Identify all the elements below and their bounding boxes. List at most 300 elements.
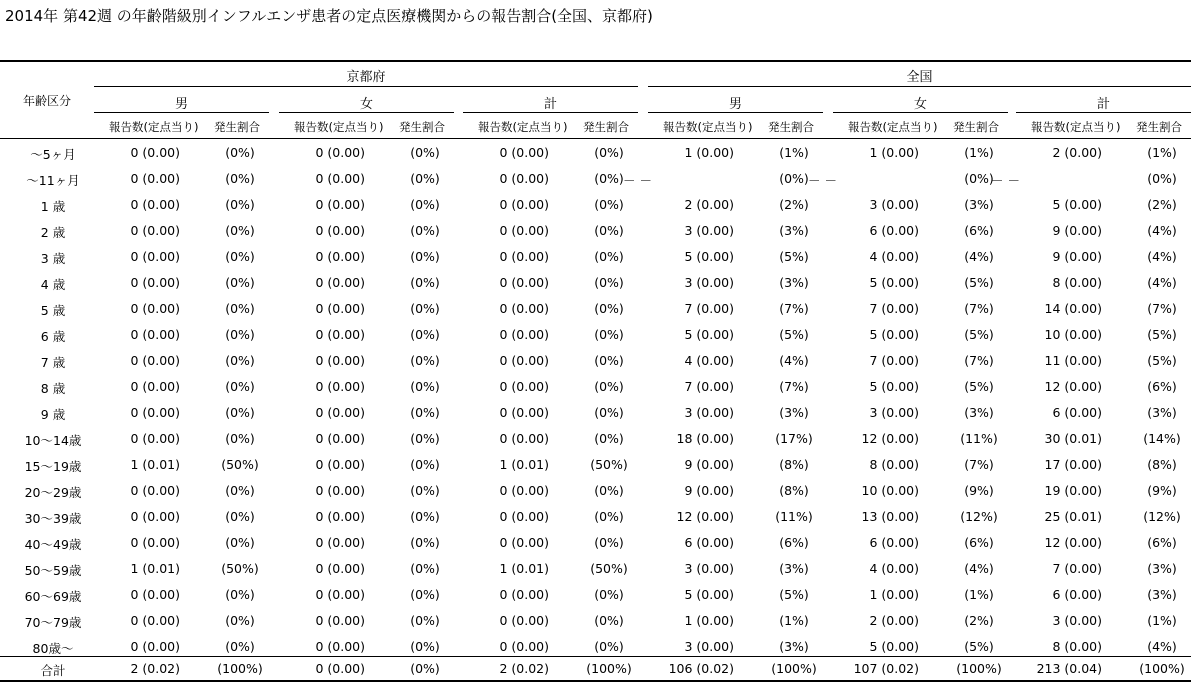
table-row-count-value: 7 (0.00): [684, 301, 734, 316]
table-row-rate-value: (0%): [225, 379, 255, 394]
table-row-rate-value: (1%): [779, 145, 809, 160]
table-row-rate-value: (8%): [779, 457, 809, 472]
table-row-rate-value: (0%): [225, 145, 255, 160]
table-row-rate-value: (0%): [225, 587, 255, 602]
table-row-count-value: 0 (0.00): [130, 301, 180, 316]
table-row-count-value: 0 (0.00): [499, 405, 549, 420]
header-bottom-rule: [0, 138, 1191, 139]
table-row-rate-value: (0%): [594, 483, 624, 498]
table-row-count-value: 0 (0.00): [315, 275, 365, 290]
table-row-count-value: 0 (0.00): [130, 223, 180, 238]
table-row-count-value: 6 (0.00): [684, 535, 734, 550]
table-row-rate-value: (0%): [225, 197, 255, 212]
table-row-rate-value: (0%): [225, 171, 255, 186]
table-row-rate-value: (1%): [1147, 145, 1177, 160]
table-row-count-value: 0 (0.00): [499, 275, 549, 290]
sex-divider-5: [1016, 112, 1191, 113]
table-row-rate-value: (0%): [594, 535, 624, 550]
sex-divider-1: [279, 112, 454, 113]
table-row-rate-value: (0%): [225, 431, 255, 446]
table-row-count-value: 3 (0.00): [684, 639, 734, 654]
table-row-count-value: 3 (0.00): [869, 405, 919, 420]
table-row-count-value: 9 (0.00): [1052, 223, 1102, 238]
table-row-rate-value: (0%): [410, 483, 440, 498]
table-row-rate-value: (0%): [410, 171, 440, 186]
table-row-age-label: 5 歳: [40, 303, 66, 318]
table-row-rate-value: (0%): [594, 197, 624, 212]
table-row-rate-value: (3%): [1147, 561, 1177, 576]
table-row-rate-value: (50%): [590, 457, 628, 472]
table-row-rate-value: (0%): [594, 405, 624, 420]
table-row-age-label: 50～59歳: [24, 563, 82, 578]
table-row-rate-value: (5%): [964, 327, 994, 342]
table-row-rate-value: (0%): [410, 249, 440, 264]
table-row-rate-value: (7%): [779, 379, 809, 394]
table-row-age-label: 40～49歳: [24, 537, 82, 552]
table-row-rate-value: (9%): [964, 483, 994, 498]
table-row-rate-value: (12%): [960, 509, 998, 524]
table-row-count-value: 7 (0.00): [869, 301, 919, 316]
table-row-count-value: 0 (0.00): [315, 197, 365, 212]
rate-column-header: 発生割合: [953, 120, 999, 134]
table-row-rate-value: (50%): [590, 561, 628, 576]
table-row-rate-value: (4%): [964, 249, 994, 264]
table-row-count-value: 5 (0.00): [869, 379, 919, 394]
table-row-rate-value: (0%): [594, 275, 624, 290]
table-row-count-value: 5 (0.00): [684, 327, 734, 342]
table-row-count-value: 0 (0.00): [130, 405, 180, 420]
table-row-rate-value: (50%): [221, 561, 259, 576]
table-row-rate-value: (0%): [594, 639, 624, 654]
table-row-age-label: 4 歳: [40, 277, 66, 292]
table-row-count-value: 0 (0.00): [315, 171, 365, 186]
table-row-count-value: 0 (0.00): [315, 587, 365, 602]
table-row-rate-value: (3%): [779, 561, 809, 576]
table-row-rate-value: (0%): [410, 613, 440, 628]
table-row-age-label: 10～14歳: [24, 433, 82, 448]
table-row-rate-value: (3%): [1147, 587, 1177, 602]
table-row-rate-value: (7%): [964, 457, 994, 472]
table-row-count-value: 9 (0.00): [1052, 249, 1102, 264]
sex-divider-4: [833, 112, 1008, 113]
table-row-rate-value: (0%): [410, 535, 440, 550]
table-row-rate-value: (0%): [410, 223, 440, 238]
table-row-rate-value: (4%): [1147, 249, 1177, 264]
table-top-rule: [0, 60, 1191, 62]
table-row-count-value: 0 (0.00): [499, 379, 549, 394]
table-row-count-value: 0 (0.00): [499, 509, 549, 524]
count-column-header: 報告数(定点当り): [478, 120, 568, 134]
table-row-rate-value: (0%): [410, 353, 440, 368]
table-row-rate-value: (0%): [594, 431, 624, 446]
table-row-rate-value: (5%): [779, 327, 809, 342]
table-row-age-label: 15～19歳: [24, 459, 82, 474]
table-row-rate-value: (3%): [1147, 405, 1177, 420]
rate-column-header: 発生割合: [214, 120, 260, 134]
table-row-count-dash: － －: [623, 173, 652, 188]
table-row-count-value: 3 (0.00): [684, 561, 734, 576]
table-row-count-value: 0 (0.00): [499, 483, 549, 498]
table-row-count-value: 6 (0.00): [1052, 587, 1102, 602]
table-row-count-value: 0 (0.00): [315, 613, 365, 628]
table-row-rate-value: (4%): [1147, 223, 1177, 238]
sex-header-4: 女: [913, 97, 927, 112]
table-row-rate-value: (3%): [779, 639, 809, 654]
table-row-count-value: 0 (0.00): [130, 535, 180, 550]
sex-divider-2: [463, 112, 638, 113]
age-group-header: 年齢区分: [22, 94, 71, 108]
table-row-rate-value: (1%): [964, 145, 994, 160]
table-row-count-value: 0 (0.00): [499, 639, 549, 654]
table-row-rate-value: (0%): [964, 171, 994, 186]
table-row-count-value: 0 (0.00): [499, 301, 549, 316]
sex-divider-3: [648, 112, 823, 113]
table-row-count-value: 1 (0.00): [684, 613, 734, 628]
table-row-count-value: 4 (0.00): [684, 353, 734, 368]
table-row-rate-value: (4%): [779, 353, 809, 368]
table-row-rate-value: (0%): [410, 587, 440, 602]
table-row-rate-value: (1%): [964, 587, 994, 602]
table-row-rate-value: (8%): [1147, 457, 1177, 472]
table-row-age-label: 6 歳: [40, 329, 66, 344]
table-row-count-value: 0 (0.00): [130, 379, 180, 394]
table-row-count-value: 3 (0.00): [684, 405, 734, 420]
table-row-rate-value: (4%): [1147, 639, 1177, 654]
table-row-count-value: 0 (0.00): [499, 145, 549, 160]
table-row-rate-value: (5%): [964, 275, 994, 290]
table-row-count-dash: － －: [991, 173, 1020, 188]
table-row-count-value: 0 (0.00): [130, 353, 180, 368]
table-row-rate-value: (6%): [964, 223, 994, 238]
table-row-count-value: 0 (0.00): [130, 145, 180, 160]
table-row-count-value: 19 (0.00): [1044, 483, 1102, 498]
table-row-count-value: 1 (0.00): [869, 587, 919, 602]
table-row-count-value: 17 (0.00): [1044, 457, 1102, 472]
table-row-count-value: 12 (0.00): [861, 431, 919, 446]
table-row-rate-value: (0%): [410, 301, 440, 316]
table-row-count-value: 11 (0.00): [1044, 353, 1102, 368]
table-row-rate-value: (0%): [225, 639, 255, 654]
table-row-count-value: 0 (0.00): [315, 301, 365, 316]
table-row-count-value: 5 (0.00): [869, 327, 919, 342]
table-row-count-value: 7 (0.00): [684, 379, 734, 394]
table-row-rate-value: (0%): [410, 145, 440, 160]
table-row-age-label: 80歳～: [32, 641, 74, 656]
table-row-count-value: 9 (0.00): [684, 457, 734, 472]
table-row-age-label: 8 歳: [40, 381, 66, 396]
table-row-rate-value: (5%): [964, 639, 994, 654]
table-row-count-value: 10 (0.00): [1044, 327, 1102, 342]
table-row-count-value: 3 (0.00): [1052, 613, 1102, 628]
table-row-age-label: 30～39歳: [24, 511, 82, 526]
table-row-rate-value: (7%): [964, 353, 994, 368]
table-row-rate-value: (9%): [1147, 483, 1177, 498]
table-row-age-label: 3 歳: [40, 251, 66, 266]
sex-header-3: 男: [728, 97, 742, 112]
table-row-count-value: 1 (0.01): [130, 457, 180, 472]
table-row-rate-value: (7%): [964, 301, 994, 316]
table-row-count-value: 3 (0.00): [684, 223, 734, 238]
table-row-rate-value: (14%): [1143, 431, 1181, 446]
total-row-count-value: 106 (0.02): [668, 661, 734, 676]
sex-divider-0: [94, 112, 269, 113]
table-row-rate-value: (0%): [225, 353, 255, 368]
table-row-rate-value: (0%): [225, 613, 255, 628]
table-row-rate-value: (0%): [594, 353, 624, 368]
rate-column-header: 発生割合: [768, 120, 814, 134]
table-row-count-value: 14 (0.00): [1044, 301, 1102, 316]
total-top-rule: [0, 656, 1191, 657]
table-row-age-label: 1 歳: [40, 199, 66, 214]
sex-header-1: 女: [359, 97, 373, 112]
table-row-rate-value: (0%): [410, 431, 440, 446]
table-row-rate-value: (0%): [594, 301, 624, 316]
table-row-count-value: 1 (0.01): [499, 561, 549, 576]
table-row-rate-value: (0%): [594, 587, 624, 602]
table-row-count-value: 0 (0.00): [499, 171, 549, 186]
table-row-rate-value: (4%): [1147, 275, 1177, 290]
table-row-rate-value: (0%): [410, 197, 440, 212]
table-row-rate-value: (8%): [779, 483, 809, 498]
table-row-count-value: 0 (0.00): [315, 145, 365, 160]
sex-header-2: 計: [543, 97, 557, 112]
table-row-rate-value: (0%): [594, 379, 624, 394]
table-row-count-value: 5 (0.00): [684, 587, 734, 602]
table-row-count-value: 0 (0.00): [315, 431, 365, 446]
rate-column-header: 発生割合: [399, 120, 445, 134]
table-row-count-value: 7 (0.00): [869, 353, 919, 368]
table-row-count-dash: － －: [808, 173, 837, 188]
table-row-age-label: 70～79歳: [24, 615, 82, 630]
total-row-count-value: 2 (0.02): [499, 661, 549, 676]
table-row-count-value: 13 (0.00): [861, 509, 919, 524]
table-row-rate-value: (0%): [410, 639, 440, 654]
table-row-rate-value: (0%): [410, 379, 440, 394]
table-row-count-value: 25 (0.01): [1044, 509, 1102, 524]
table-row-rate-value: (0%): [594, 145, 624, 160]
table-row-rate-value: (0%): [779, 171, 809, 186]
table-row-rate-value: (50%): [221, 457, 259, 472]
table-row-rate-value: (2%): [1147, 197, 1177, 212]
table-row-count-value: 0 (0.00): [130, 275, 180, 290]
table-row-rate-value: (0%): [225, 483, 255, 498]
total-row-rate-value: (100%): [1139, 661, 1185, 676]
table-row-count-value: 0 (0.00): [499, 197, 549, 212]
table-row-count-value: 0 (0.00): [130, 509, 180, 524]
table-row-count-value: 30 (0.01): [1044, 431, 1102, 446]
table-row-count-value: 0 (0.00): [315, 353, 365, 368]
table-row-rate-value: (0%): [225, 301, 255, 316]
table-row-rate-value: (12%): [1143, 509, 1181, 524]
table-row-count-value: 0 (0.00): [499, 223, 549, 238]
table-row-count-value: 6 (0.00): [869, 535, 919, 550]
table-row-count-value: 0 (0.00): [130, 249, 180, 264]
table-row-count-value: 0 (0.00): [315, 379, 365, 394]
table-row-rate-value: (3%): [779, 223, 809, 238]
table-row-count-value: 5 (0.00): [869, 275, 919, 290]
table-row-count-value: 6 (0.00): [869, 223, 919, 238]
table-row-rate-value: (5%): [779, 249, 809, 264]
total-row-rate-value: (0%): [410, 661, 440, 676]
table-row-rate-value: (0%): [594, 509, 624, 524]
table-row-count-value: 4 (0.00): [869, 249, 919, 264]
table-row-rate-value: (4%): [964, 561, 994, 576]
table-row-rate-value: (0%): [410, 561, 440, 576]
table-row-count-value: 1 (0.00): [684, 145, 734, 160]
table-row-rate-value: (0%): [410, 405, 440, 420]
table-row-count-value: 1 (0.01): [499, 457, 549, 472]
table-row-count-value: 0 (0.00): [315, 483, 365, 498]
table-row-count-value: 0 (0.00): [130, 171, 180, 186]
table-row-count-value: 3 (0.00): [684, 275, 734, 290]
table-row-rate-value: (11%): [960, 431, 998, 446]
table-row-rate-value: (3%): [779, 405, 809, 420]
table-row-rate-value: (0%): [225, 405, 255, 420]
table-row-rate-value: (6%): [1147, 379, 1177, 394]
total-row-age-label: 合計: [40, 663, 66, 678]
count-column-header: 報告数(定点当り): [1031, 120, 1121, 134]
table-row-count-value: 5 (0.00): [869, 639, 919, 654]
table-row-count-value: 1 (0.00): [869, 145, 919, 160]
total-row-rate-value: (100%): [586, 661, 632, 676]
table-row-count-value: 12 (0.00): [676, 509, 734, 524]
total-row-rate-value: (100%): [771, 661, 817, 676]
table-row-count-value: 0 (0.00): [315, 249, 365, 264]
table-row-count-value: 0 (0.00): [315, 509, 365, 524]
table-row-rate-value: (1%): [779, 613, 809, 628]
table-row-count-value: 0 (0.00): [315, 561, 365, 576]
total-row-count-value: 0 (0.00): [315, 661, 365, 676]
table-row-rate-value: (3%): [964, 405, 994, 420]
table-row-rate-value: (2%): [779, 197, 809, 212]
table-row-rate-value: (7%): [779, 301, 809, 316]
table-row-age-label: 20～29歳: [24, 485, 82, 500]
region-header-japan: 全国: [906, 70, 933, 85]
table-row-count-value: 0 (0.00): [499, 431, 549, 446]
table-row-rate-value: (0%): [225, 327, 255, 342]
table-row-count-value: 10 (0.00): [861, 483, 919, 498]
count-column-header: 報告数(定点当り): [294, 120, 384, 134]
table-row-age-label: 7 歳: [40, 355, 66, 370]
table-row-rate-value: (2%): [964, 613, 994, 628]
table-row-rate-value: (7%): [1147, 301, 1177, 316]
count-column-header: 報告数(定点当り): [663, 120, 753, 134]
table-row-count-value: 0 (0.00): [315, 223, 365, 238]
table-row-count-value: 12 (0.00): [1044, 379, 1102, 394]
table-row-count-value: 0 (0.00): [130, 197, 180, 212]
table-row-rate-value: (5%): [964, 379, 994, 394]
sex-header-0: 男: [174, 97, 188, 112]
table-row-count-value: 0 (0.00): [499, 587, 549, 602]
table-row-rate-value: (11%): [775, 509, 813, 524]
table-row-rate-value: (0%): [1147, 171, 1177, 186]
count-column-header: 報告数(定点当り): [109, 120, 199, 134]
table-row-count-value: 3 (0.00): [869, 197, 919, 212]
table-row-rate-value: (0%): [410, 457, 440, 472]
table-row-count-value: 1 (0.01): [130, 561, 180, 576]
total-row-count-value: 2 (0.02): [130, 661, 180, 676]
table-row-rate-value: (0%): [410, 327, 440, 342]
table-row-rate-value: (6%): [1147, 535, 1177, 550]
table-row-rate-value: (5%): [1147, 327, 1177, 342]
table-row-age-label: ～5ヶ月: [30, 147, 76, 162]
table-row-rate-value: (3%): [779, 275, 809, 290]
total-row-rate-value: (100%): [956, 661, 1002, 676]
table-row-age-label: ～11ヶ月: [26, 173, 80, 188]
table-row-count-value: 2 (0.00): [1052, 145, 1102, 160]
table-row-count-value: 0 (0.00): [130, 327, 180, 342]
table-row-count-value: 18 (0.00): [676, 431, 734, 446]
table-row-count-value: 0 (0.00): [315, 457, 365, 472]
region-divider-kyoto: [94, 86, 638, 87]
table-row-rate-value: (0%): [410, 509, 440, 524]
table-row-count-value: 0 (0.00): [130, 587, 180, 602]
table-row-count-value: 0 (0.00): [315, 327, 365, 342]
table-row-rate-value: (6%): [964, 535, 994, 550]
table-row-count-value: 0 (0.00): [315, 535, 365, 550]
table-row-count-value: 0 (0.00): [130, 483, 180, 498]
table-row-rate-value: (3%): [964, 197, 994, 212]
table-row-rate-value: (1%): [1147, 613, 1177, 628]
table-row-count-value: 8 (0.00): [1052, 275, 1102, 290]
table-row-rate-value: (5%): [779, 587, 809, 602]
table-row-rate-value: (0%): [225, 275, 255, 290]
region-divider-japan: [648, 86, 1191, 87]
table-row-count-value: 5 (0.00): [1052, 197, 1102, 212]
table-row-rate-value: (0%): [225, 249, 255, 264]
total-row-rate-value: (100%): [217, 661, 263, 676]
table-row-count-value: 8 (0.00): [869, 457, 919, 472]
region-header-kyoto: 京都府: [346, 70, 386, 85]
table-row-count-value: 12 (0.00): [1044, 535, 1102, 550]
table-row-rate-value: (0%): [594, 171, 624, 186]
table-row-count-value: 9 (0.00): [684, 483, 734, 498]
page-title: 2014年 第42週 の年齢階級別インフルエンザ患者の定点医療機関からの報告割合(全国、京都府): [5, 7, 653, 25]
table-row-rate-value: (0%): [594, 327, 624, 342]
sex-header-5: 計: [1096, 97, 1110, 112]
table-row-rate-value: (0%): [225, 535, 255, 550]
total-row-count-value: 213 (0.04): [1036, 661, 1102, 676]
table-row-count-value: 2 (0.00): [684, 197, 734, 212]
table-row-count-value: 5 (0.00): [684, 249, 734, 264]
table-row-count-value: 0 (0.00): [499, 327, 549, 342]
table-row-count-value: 0 (0.00): [499, 613, 549, 628]
table-row-rate-value: (0%): [594, 249, 624, 264]
table-row-rate-value: (0%): [410, 275, 440, 290]
table-row-age-label: 9 歳: [40, 407, 66, 422]
table-row-count-value: 4 (0.00): [869, 561, 919, 576]
table-row-count-value: 6 (0.00): [1052, 405, 1102, 420]
table-row-count-value: 0 (0.00): [130, 613, 180, 628]
table-row-rate-value: (17%): [775, 431, 813, 446]
table-row-age-label: 2 歳: [40, 225, 66, 240]
table-row-rate-value: (0%): [594, 223, 624, 238]
rate-column-header: 発生割合: [1136, 120, 1182, 134]
table-row-rate-value: (0%): [594, 613, 624, 628]
table-row-count-value: 8 (0.00): [1052, 639, 1102, 654]
table-row-count-value: 0 (0.00): [499, 249, 549, 264]
table-row-count-value: 0 (0.00): [315, 405, 365, 420]
table-row-count-value: 0 (0.00): [499, 353, 549, 368]
table-row-rate-value: (5%): [1147, 353, 1177, 368]
table-row-count-value: 0 (0.00): [315, 639, 365, 654]
table-row-age-label: 60～69歳: [24, 589, 82, 604]
count-column-header: 報告数(定点当り): [848, 120, 938, 134]
table-row-count-value: 0 (0.00): [130, 639, 180, 654]
rate-column-header: 発生割合: [583, 120, 629, 134]
table-row-rate-value: (0%): [225, 509, 255, 524]
table-row-count-value: 0 (0.00): [499, 535, 549, 550]
